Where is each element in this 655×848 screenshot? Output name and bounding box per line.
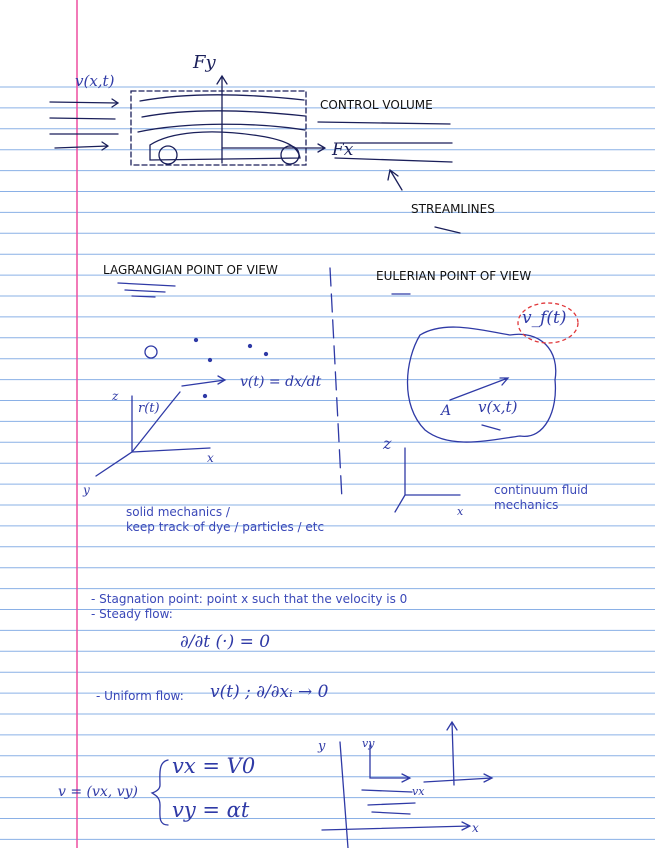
field-velocity-label: v_f(t) (522, 308, 567, 328)
eulerian-axis-z: z (383, 434, 392, 453)
eulerian-axis-x: x (457, 505, 464, 518)
lagrangian-axis-x: x (207, 451, 214, 465)
steady-flow-note: - Steady flow: (91, 607, 173, 621)
point-a-label: A (441, 403, 452, 419)
vx-equation: vx = V0 (172, 754, 256, 778)
lagrangian-caption-1: solid mechanics / (126, 505, 230, 519)
vy-equation: vy = αt (172, 798, 250, 822)
bottom-vy-label: vy (362, 737, 375, 750)
bottom-vx-label: vx (412, 785, 425, 798)
stagnation-note: - Stagnation point: point x such that the velocity is 0 (91, 592, 408, 606)
velocity-equation: v(t) = dx/dt (240, 374, 322, 390)
lagrangian-axis-y: y (83, 483, 90, 497)
control-volume-label: CONTROL VOLUME (320, 98, 433, 112)
velocity-vector-label: v = (vx, vy) (58, 784, 138, 800)
bottom-axis-y: y (318, 739, 326, 754)
lagrangian-heading: LAGRANGIAN POINT OF VIEW (103, 263, 278, 277)
streamlines-label: STREAMLINES (411, 202, 495, 216)
lagrangian-caption-2: keep track of dye / particles / etc (126, 520, 325, 534)
eulerian-heading: EULERIAN POINT OF VIEW (376, 269, 532, 283)
steady-flow-equation: ∂/∂t (·) = 0 (180, 632, 271, 652)
eulerian-caption-1: continuum fluid (494, 483, 589, 497)
position-vector-label: r(t) (138, 401, 160, 416)
force-x-label: Fx (332, 140, 354, 160)
force-y-label: Fy (193, 52, 216, 73)
field-equation: v(x,t) (478, 398, 518, 416)
eulerian-caption-2: mechanics (494, 498, 559, 512)
uniform-flow-equation: v(t) ; ∂/∂xᵢ → 0 (210, 682, 329, 702)
lagrangian-axis-z: z (112, 389, 119, 403)
velocity-field-label: v(x,t) (75, 72, 115, 90)
bottom-axis-x: x (472, 821, 479, 835)
uniform-flow-note: - Uniform flow: (96, 689, 184, 703)
